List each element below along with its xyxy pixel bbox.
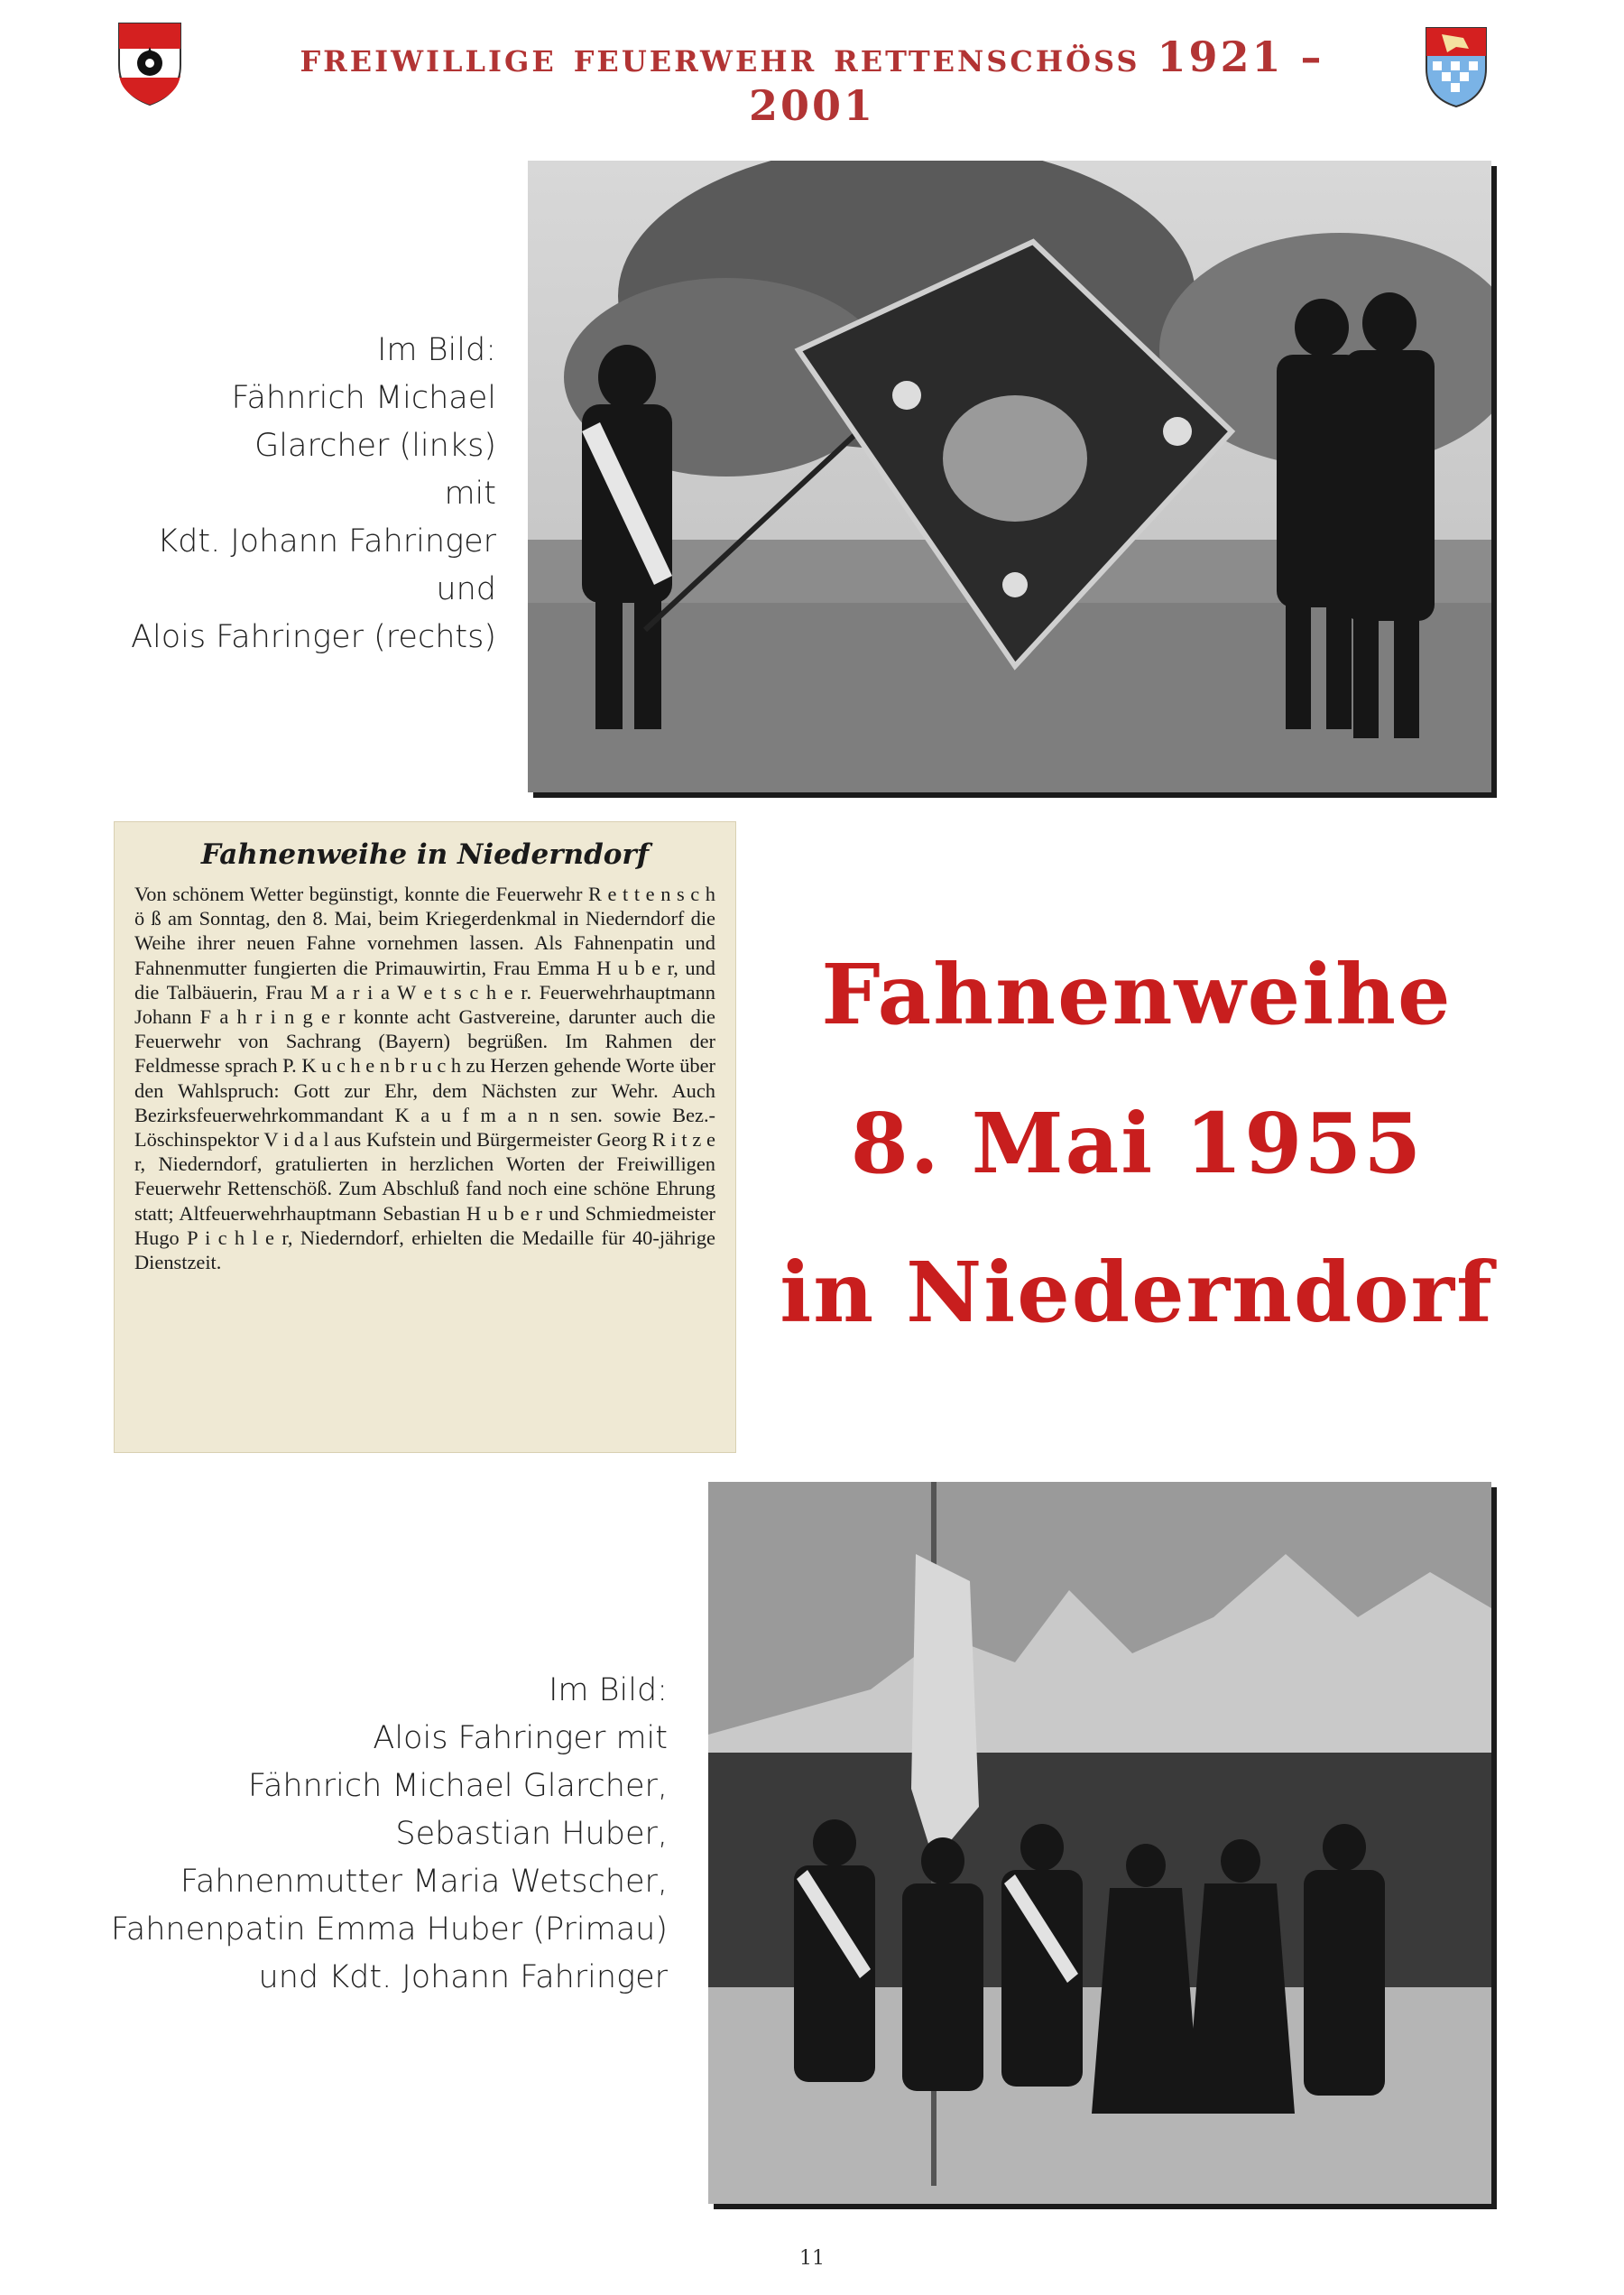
page-header-title: freiwillige feuerwehr rettenschöss 1921 – 2001 xyxy=(300,32,1324,130)
event-title xyxy=(776,921,1498,1367)
municipal-coat-of-arms-icon xyxy=(1424,25,1489,108)
caption-line: Im Bild: xyxy=(377,332,496,368)
caption-line: Fähnrich Michael Glarcher, xyxy=(248,1768,668,1804)
photo-caption-top xyxy=(72,327,496,662)
caption-line: Im Bild: xyxy=(549,1672,668,1708)
caption-line: und Kdt. Johann Fahringer xyxy=(258,1959,668,1995)
event-title-line: Fahnenweihe xyxy=(821,946,1453,1043)
newspaper-clipping xyxy=(114,821,736,1453)
event-title-line: 8. Mai 1955 xyxy=(850,1095,1424,1192)
clipping-headline: Fahnenweihe in Niederndorf xyxy=(200,838,650,871)
page-number: 11 xyxy=(799,2247,825,2270)
caption-line: Sebastian Huber, xyxy=(395,1816,668,1852)
caption-line: und xyxy=(436,571,496,607)
caption-line: Fahnenmutter Maria Wetscher, xyxy=(180,1864,668,1900)
caption-line: mit xyxy=(444,476,496,512)
event-title-line: in Niederndorf xyxy=(780,1244,1494,1341)
fire-brigade-crest-icon xyxy=(115,20,184,106)
caption-line: Alois Fahringer (rechts) xyxy=(131,619,496,655)
group-portrait-photo xyxy=(708,1482,1491,2204)
photo-caption-bottom xyxy=(72,1667,668,2002)
caption-line: Alois Fahringer mit xyxy=(373,1720,668,1756)
clipping-body-text: Von schönem Wetter begünstigt, konnte die Feuerwehr R e t t e n s c h ö ß am Sonntag, den 8. Mai, beim Kriegerdenkmal in Niederndorf die Weihe ihrer neuen Fahne vornehmen lassen. Als Fahnenpatin und Fahnenmutter fungierten die Primauwirtin, Frau Emma H u b e r, und die Talbäuerin, Frau M a r i a W e t s c h e r. Feuerwehrhauptmann Johann F a h r i n g e r konnte acht Gastvereine, darunter auch die Feuerwehr von Sachrang (Bayern) begrüßen. Im Rahmen der Feldmesse sprach P. K u c h e n b r u c h zu Herzen gehende Worte über den Wahlspruch: Gott zur Ehr, dem Nächsten zur Wehr. Auch Bezirksfeuerwehrkommandant K a u f m a n n sen. sowie Bez.-Löschinspektor V i d a l aus Kufstein und Bürgermeister Georg R i t z e r, Niederndorf, gratulierten in herzlichen Worten der Freiwilligen Feuerwehr Rettenschöß. Zum Abschluß fand noch eine schöne Ehrung statt; Altfeuerwehrhauptmann Sebastian H u b e r und Schmiedmeister Hugo P i c h l e r, Niederndorf, erhielten die Medaille für 40-jährige Dienstzeit. xyxy=(134,883,715,1274)
caption-line: Fahnenpatin Emma Huber (Primau) xyxy=(110,1911,668,1948)
flag-presentation-photo xyxy=(528,161,1491,792)
caption-line: Glarcher (links) xyxy=(254,428,496,464)
caption-line: Fähnrich Michael xyxy=(231,380,496,416)
caption-line: Kdt. Johann Fahringer xyxy=(157,523,496,560)
